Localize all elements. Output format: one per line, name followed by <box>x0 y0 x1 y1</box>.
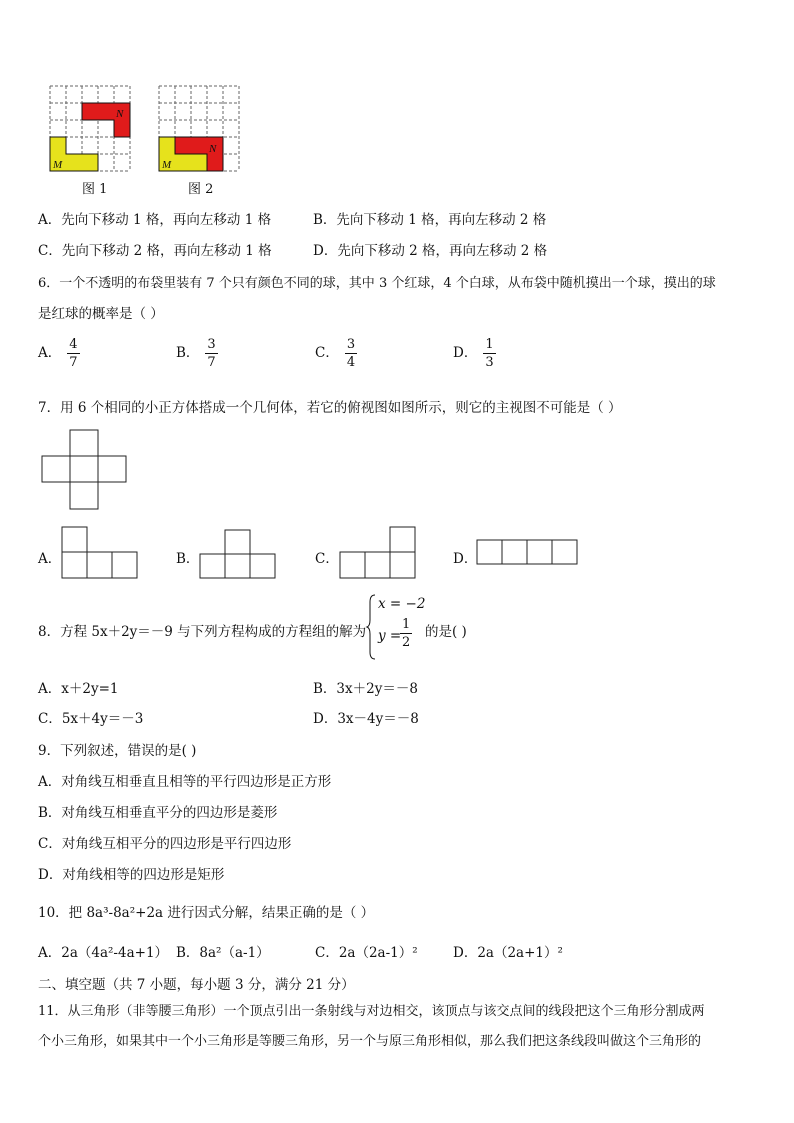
label-M: M <box>53 159 63 171</box>
q6-text-line1: 6．一个不透明的布袋里装有 7 个只有颜色不同的球，其中 3 个红球，4 个白球，从布袋中随机摸出一个球，摸出的球 <box>38 276 716 291</box>
q7-top-view <box>42 430 128 512</box>
q8-text-suffix: 的是( ) <box>425 624 467 640</box>
system-y-eq: y = <box>378 628 402 644</box>
q6-option-a[interactable]: A． $\frac{4}{7}$ <box>38 337 78 370</box>
q8-option-a[interactable]: A．x＋2y=1 <box>38 681 119 697</box>
q6-option-c[interactable]: C． $\frac{3}{4}$ <box>315 337 356 370</box>
q8-option-c[interactable]: C．5x＋4y＝－3 <box>38 711 144 727</box>
q9-option-c[interactable]: C．对角线互相平分的四边形是平行四边形 <box>38 836 292 852</box>
q7-option-c-label[interactable]: C． <box>315 551 339 567</box>
q6-option-d[interactable]: D． $\frac{1}{3}$ <box>453 337 494 370</box>
section-heading: 二、填空题（共 7 小题，每小题 3 分，满分 21 分） <box>38 977 355 993</box>
q6-text-line2: 是红球的概率是（ ） <box>38 306 164 322</box>
q10-option-b[interactable]: B．8a²（a-1） <box>176 945 270 961</box>
q7-option-d-label[interactable]: D． <box>453 551 478 567</box>
q8-text-prefix: 8．方程 5x＋2y＝－9 与下列方程构成的方程组的解为 <box>38 624 367 640</box>
label-M-2: M <box>162 159 172 171</box>
q9-option-b[interactable]: B．对角线互相垂直平分的四边形是菱形 <box>38 805 278 821</box>
q11-text-line2: 个小三角形，如果其中一个小三角形是等腰三角形，另一个与原三角形相似，那么我们把这条线段叫做这个三角形的 <box>38 1034 702 1049</box>
system-brace <box>367 594 377 660</box>
q7-text: 7．用 6 个相同的小正方体搭成一个几何体，若它的俯视图如图所示，则它的主视图不可能是（ ） <box>38 400 622 416</box>
q10-option-d[interactable]: D．2a（2a+1）² <box>453 945 563 961</box>
q10-option-c[interactable]: C．2a（2a-1）² <box>315 945 418 961</box>
q5-option-d[interactable]: D．先向下移动 2 格，再向左移动 2 格 <box>313 243 548 259</box>
q7-option-d-figure[interactable] <box>477 540 578 566</box>
system-y-fraction: $\frac{1}{2}$ <box>402 617 411 650</box>
q7-option-c-figure[interactable] <box>340 527 417 580</box>
q5-option-b[interactable]: B．先向下移动 1 格，再向左移动 2 格 <box>313 212 547 228</box>
q11-text-line1: 11．从三角形（非等腰三角形）一个顶点引出一条射线与对边相交，该顶点与该交点间的线段把这个三角形分割成两 <box>38 1004 705 1019</box>
system-x-eq: x = −2 <box>378 596 426 612</box>
figure-2-grid <box>159 86 241 174</box>
q5-option-c[interactable]: C．先向下移动 2 格，再向左移动 1 格 <box>38 243 272 259</box>
q9-option-a[interactable]: A．对角线互相垂直且相等的平行四边形是正方形 <box>38 774 332 790</box>
label-N: N <box>116 108 124 120</box>
q8-option-b[interactable]: B．3x＋2y＝－8 <box>313 681 418 697</box>
q5-option-a[interactable]: A．先向下移动 1 格，再向左移动 1 格 <box>38 212 272 228</box>
q7-option-a-figure[interactable] <box>62 527 138 580</box>
q10-text: 10．把 8a³-8a²+2a 进行因式分解，结果正确的是（ ） <box>38 905 375 921</box>
q6-option-b[interactable]: B． $\frac{3}{7}$ <box>176 337 216 370</box>
figure-2-caption: 图 2 <box>188 182 214 197</box>
q7-option-a-label[interactable]: A． <box>38 551 62 567</box>
q9-option-d[interactable]: D．对角线相等的四边形是矩形 <box>38 867 225 883</box>
figure-1-caption: 图 1 <box>82 182 108 197</box>
q8-option-d[interactable]: D．3x－4y＝－8 <box>313 711 419 727</box>
q7-option-b-figure[interactable] <box>200 530 276 580</box>
figure-1-grid <box>50 86 132 174</box>
q10-option-a[interactable]: A．2a（4a²-4a+1） <box>38 945 169 961</box>
q9-text: 9．下列叙述，错误的是( ) <box>38 743 197 759</box>
q7-option-b-label[interactable]: B． <box>176 551 200 567</box>
label-N-2: N <box>209 143 217 155</box>
